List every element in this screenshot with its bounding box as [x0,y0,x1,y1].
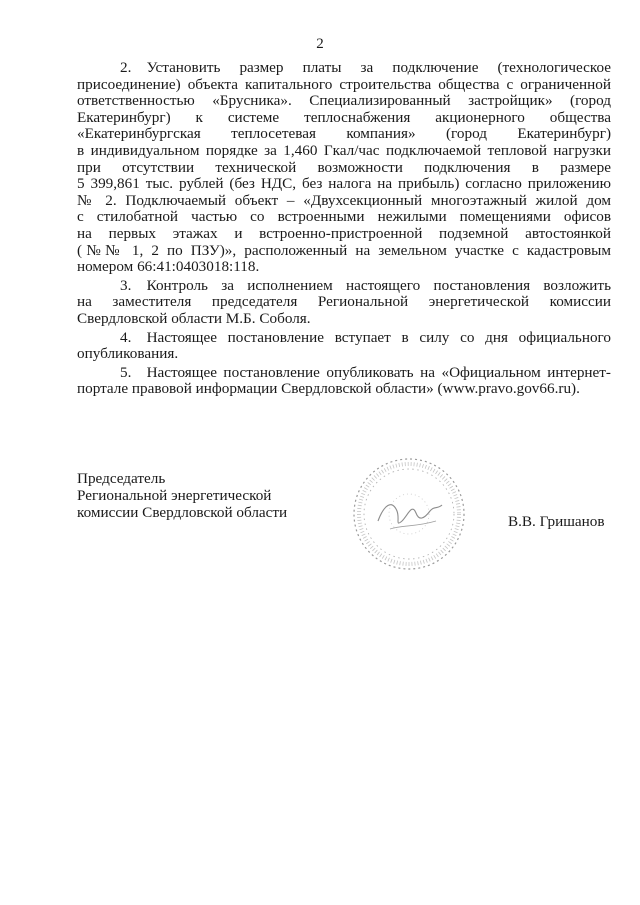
paragraph-line: в индивидуальном порядке за 1,460 Гкал/час подключаемой тепловой нагрузки [77,141,611,159]
handwritten-signature [378,505,442,523]
paragraph-line: с стилобатной частью со встроенными нежилыми помещениями офисов [77,208,611,226]
paragraph-line: номером 66:41:0403018:118. [77,258,260,276]
paragraph-line: на заместителя председателя Региональной энергетической комиссии [77,293,611,311]
paragraph-line: на первых этажах и встроенно-пристроенной подземной автостоянкой [77,224,611,242]
paragraph-line: № 2. Подключаемый объект – «Двухсекционный многоэтажный жилой дом [77,191,611,209]
paragraph-line: «Екатеринбургская теплосетевая компания» (город Екатеринбург) [77,125,611,143]
paragraph-4 [77,330,611,363]
seal-outer-ring [354,459,464,569]
paragraph-line: 3. Контроль за исполнением настоящего постановления возложить [120,276,611,294]
paragraph-line: ответственностью «Брусника». Специализированный застройщик» (город [77,92,611,110]
signer-name: В.В. Гришанов [508,513,605,530]
signatory-position [77,470,337,521]
paragraph-line: 2. Установить размер платы за подключение (технологическое [120,59,611,76]
paragraph-line: (№№ 1, 2 по ПЗУ)», расположенный на земельном участке с кадастровым [77,241,611,259]
paragraph-3 [77,278,611,328]
paragraph-line: 5 399,861 тыс. рублей (без НДС, без налога на прибыль) согласно приложению [77,175,611,193]
paragraph-line: Екатеринбург) к системе теплоснабжения акционерного общества [77,108,611,126]
paragraph-line: опубликования. [77,345,179,363]
paragraph-line: портале правовой информации Свердловской области» (www.pravo.gov66.ru). [77,380,580,398]
paragraph-line: Свердловской области М.Б. Соболя. [77,309,311,327]
seal-inner-ring [364,469,454,559]
paragraph-line: 5. Настоящее постановление опубликовать на «Официальном интернет- [120,363,611,381]
signatory-position-line: Региональной энергетической [77,487,272,504]
signatory-position-line: комиссии Свердловской области [77,504,288,521]
signature-underline [390,521,436,529]
official-seal-with-signature [350,455,468,573]
paragraph-line: присоединение) объекта капитального строительства общества с ограниченной [77,75,611,93]
paragraph-line: при отсутствии технической возможности подключения в размере [77,158,611,176]
paragraph-2 [77,60,611,276]
seal-text-ring [359,464,459,564]
paragraph-line: 4. Настоящее постановление вступает в силу со дня официального [120,328,611,346]
signatory-position-line: Председатель [77,470,166,487]
paragraph-5 [77,365,611,398]
page-number: 2 [316,36,324,52]
document-body [77,60,611,400]
